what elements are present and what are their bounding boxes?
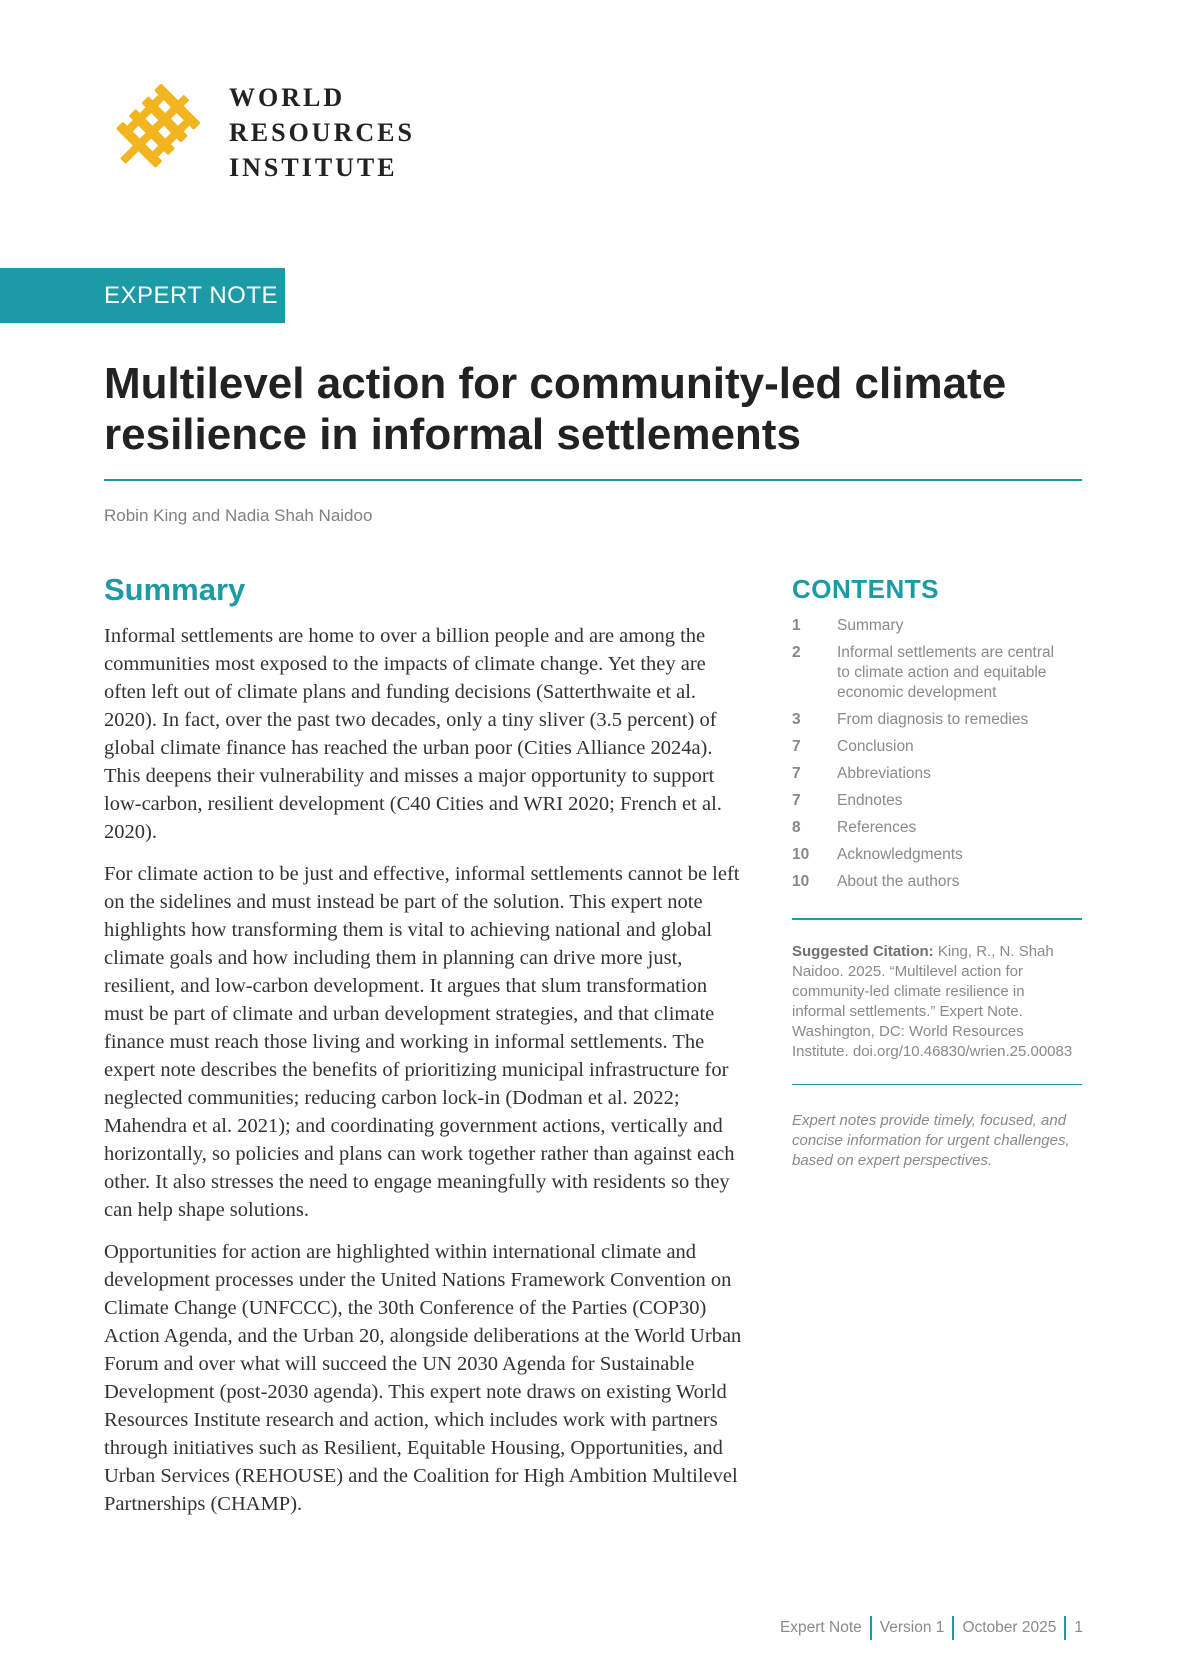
contents-heading: CONTENTS (792, 574, 939, 604)
footer-doc-type: Expert Note (779, 1619, 862, 1636)
toc-label: Endnotes (837, 792, 903, 809)
citation-label: Suggested Citation: (792, 942, 934, 960)
suggested-citation (792, 942, 1082, 1062)
toc-item[interactable] (792, 643, 1082, 703)
summary-heading: Summary (104, 572, 246, 607)
toc-page-number: 10 (792, 846, 810, 863)
toc-page-number: 7 (792, 738, 801, 755)
logo-line-1: WORLD (229, 83, 346, 112)
toc-label: From diagnosis to remedies (837, 711, 1029, 728)
sidebar-divider (792, 1084, 1082, 1086)
wri-logo-mark (102, 78, 206, 182)
footer-page-number: 1 (1074, 1619, 1083, 1636)
expert-note-tag: EXPERT NOTE (0, 268, 285, 323)
toc-page-number: 3 (792, 711, 801, 728)
footer-separator (952, 1616, 954, 1640)
footer-separator (870, 1616, 872, 1640)
toc-label: Conclusion (837, 738, 914, 755)
toc-label: Abbreviations (837, 765, 931, 782)
toc-label: Summary (837, 617, 904, 634)
page-title: Multilevel action for community-led climate resilience in informal settlements (104, 359, 1007, 459)
toc-page-number: 1 (792, 617, 801, 634)
toc-item[interactable] (792, 616, 1082, 636)
toc-page-number: 8 (792, 819, 801, 836)
toc-label: About the authors (837, 873, 960, 890)
toc-page-number: 7 (792, 792, 801, 809)
logo-line-3: INSTITUTE (229, 153, 398, 182)
toc-page-number: 10 (792, 873, 810, 890)
toc-item[interactable] (792, 710, 1082, 730)
summary-body (104, 622, 744, 1532)
toc-item[interactable] (792, 872, 1082, 892)
toc-label: Informal settlements are central to climate action and equitable economic development (837, 644, 1055, 701)
summary-paragraph: Opportunities for action are highlighted within international climate and development processes under the United Nations Framework Convention on Climate Change (UNFCCC), the 30th Conference of the Parties (COP30) Action Agenda, and the Urban 20, alongside deliberations at the World Urban Forum and over what will succeed the UN 2030 Agenda for Sustainable Development (post-2030 agenda). This expert note draws on existing World Resources Institute research and action, which includes work with partners through initiatives such as Resilient, Equitable Housing, Opportunities, and Urban Services (REHOUSE) and the Coalition for High Ambition Multilevel Partnerships (CHAMP). (104, 1241, 742, 1515)
toc-item[interactable] (792, 845, 1082, 865)
wri-wordmark (229, 80, 415, 185)
toc-item[interactable] (792, 737, 1082, 757)
summary-paragraph: Informal settlements are home to over a billion people and are among the communities most exposed to the impacts of climate change. Yet they are often left out of climate plans and funding decisions (Satterthwaite et al. 2020). In fact, over the past two decades, only a tiny sliver (3.5 percent) of global climate finance has reached the urban poor (Cities Alliance 2024a). This deepens their vulnerability and misses a major opportunity to support low-carbon, resilient development (C40 Cities and WRI 2020; French et al. 2020). (104, 625, 722, 843)
authors: Robin King and Nadia Shah Naidoo (104, 506, 373, 525)
table-of-contents (792, 616, 1082, 892)
logo-line-2: RESOURCES (229, 118, 415, 147)
toc-label: References (837, 819, 917, 836)
summary-paragraph: For climate action to be just and effective, informal settlements cannot be left on the sidelines and must instead be part of the solution. This expert note highlights how transforming them is vital to achieving national and global climate goals and how including them in planning can drive more just, resilient, and low-carbon development. It argues that slum transformation must be part of climate and urban development strategies, and that climate finance must reach those living and working in informal settlements. The expert note describes the benefits of prioritizing municipal infrastructure for neglected communities; reducing carbon lock-in (Dodman et al. 2022; Mahendra et al. 2021); and coordinating government actions, vertically and horizontally, so policies and plans can work together rather than against each other. It also stresses the need to engage meaningfully with residents so they can help shape solutions. (104, 863, 740, 1221)
toc-item[interactable] (792, 818, 1082, 838)
citation-text: King, R., N. Shah Naidoo. 2025. “Multilevel action for community-led climate resilience in informal settlements.” Expert Note. Washington, DC: World Resources Institute. doi.org/10.46830/wrien.25.00083 (792, 942, 1073, 1060)
page-footer (780, 1616, 1083, 1640)
footer-version: Version 1 (879, 1619, 945, 1636)
toc-page-number: 2 (792, 644, 801, 661)
footer-date: October 2025 (962, 1619, 1057, 1636)
toc-item[interactable] (792, 764, 1082, 784)
expert-note-description: Expert notes provide timely, focused, and concise information for urgent challenges, based on expert perspectives. (792, 1112, 1070, 1169)
toc-item[interactable] (792, 791, 1082, 811)
toc-page-number: 7 (792, 765, 801, 782)
sidebar (792, 574, 1082, 1171)
footer-separator (1064, 1616, 1066, 1640)
wri-logo (102, 78, 415, 182)
title-divider (104, 479, 1082, 481)
sidebar-divider (792, 918, 1082, 920)
toc-label: Acknowledgments (837, 846, 963, 863)
